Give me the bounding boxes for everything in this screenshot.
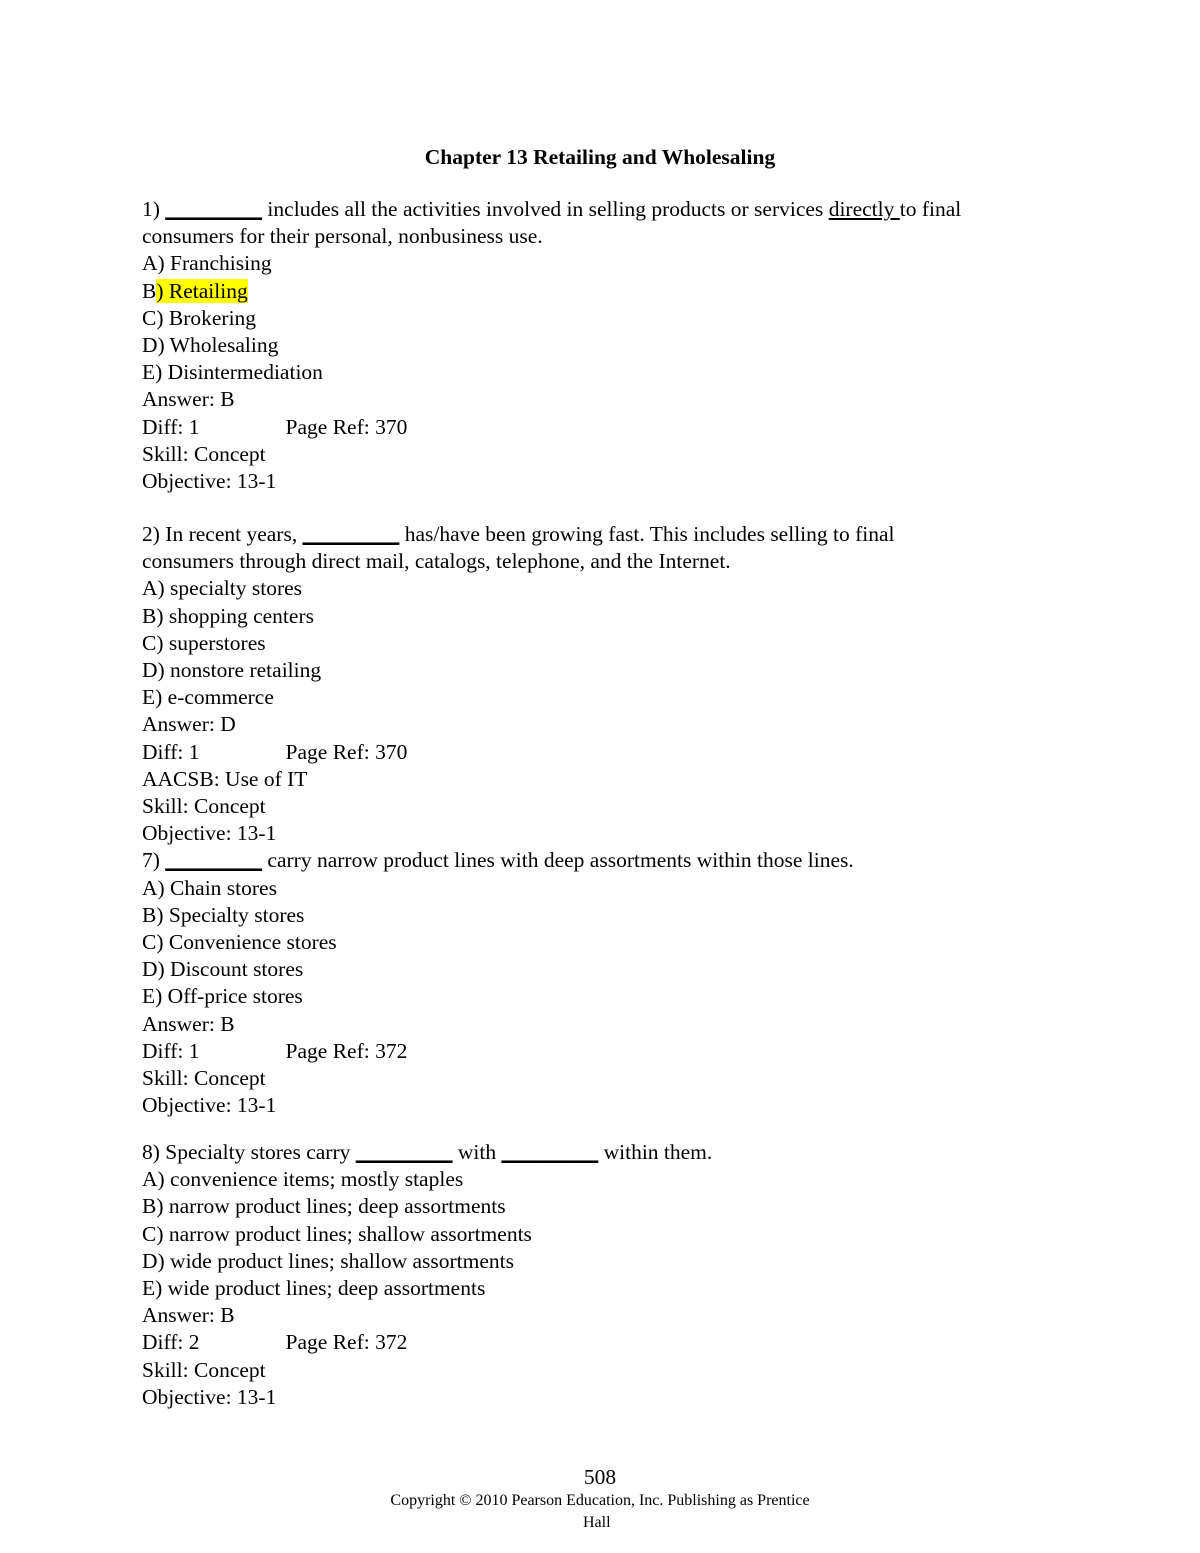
question-7-diff-row bbox=[142, 1038, 1042, 1065]
question-8-answer: Answer: B bbox=[142, 1303, 235, 1328]
question-8-skill: Skill: Concept bbox=[142, 1357, 266, 1382]
question-2-option-c: C) superstores bbox=[142, 630, 266, 655]
question-2 bbox=[142, 521, 1042, 1119]
question-2-stem-part-a: has/have been growing fast. This includes selling to final bbox=[399, 522, 895, 546]
question-8 bbox=[142, 1139, 1042, 1411]
question-2-stem-line-2: consumers through direct mail, catalogs, telephone, and the Internet. bbox=[142, 549, 731, 574]
question-8-diff: Diff: 2 bbox=[142, 1330, 200, 1355]
question-7-option-a: A) Chain stores bbox=[142, 875, 277, 900]
question-2-option-b: B) shopping centers bbox=[142, 603, 314, 628]
question-1-option-d: D) Wholesaling bbox=[142, 333, 279, 358]
chapter-title: Chapter 13 Retailing and Wholesaling bbox=[424, 145, 776, 169]
question-7-number: 7) bbox=[142, 848, 160, 873]
page-number: 508 bbox=[583, 1465, 617, 1489]
question-1-objective: Objective: 13-1 bbox=[142, 469, 277, 494]
question-2-diff-row bbox=[142, 739, 1042, 766]
question-1-option-b-highlighted: ) Retailing bbox=[156, 278, 248, 303]
question-8-middle: with bbox=[452, 1140, 502, 1164]
question-7-page-ref: Page Ref: 372 bbox=[285, 1038, 408, 1063]
question-2-objective: Objective: 13-1 bbox=[142, 821, 277, 846]
question-1-option-c: C) Brokering bbox=[142, 305, 257, 330]
question-7-option-b: B) Specialty stores bbox=[142, 902, 305, 927]
question-2-skill: Skill: Concept bbox=[142, 794, 266, 819]
question-8-option-e: E) wide product lines; deep assortments bbox=[142, 1276, 486, 1301]
question-8-option-c: C) narrow product lines; shallow assortments bbox=[142, 1221, 532, 1246]
question-8-prefix: 8) Specialty stores carry bbox=[142, 1140, 356, 1164]
question-1-diff: Diff: 1 bbox=[142, 414, 200, 439]
question-1-answer: Answer: B bbox=[142, 387, 235, 412]
question-1 bbox=[142, 196, 1042, 495]
question-1-option-b bbox=[142, 278, 1042, 305]
copyright-notice: Copyright © 2010 Pearson Education, Inc. Publishing as Prentice bbox=[390, 1492, 810, 1509]
question-7-objective: Objective: 13-1 bbox=[142, 1093, 277, 1118]
question-1-number: 1) bbox=[142, 197, 160, 221]
question-7-blank: _________ bbox=[165, 848, 263, 873]
question-7-option-d: D) Discount stores bbox=[142, 957, 304, 982]
question-1-page-ref: Page Ref: 370 bbox=[285, 414, 408, 439]
question-8-page-ref: Page Ref: 372 bbox=[285, 1330, 408, 1355]
question-8-suffix: within them. bbox=[598, 1140, 713, 1164]
question-8-stem bbox=[142, 1139, 1042, 1166]
question-8-option-b: B) narrow product lines; deep assortments bbox=[142, 1194, 506, 1219]
question-2-option-d: D) nonstore retailing bbox=[142, 658, 322, 683]
question-8-blank-1: _________ bbox=[355, 1140, 453, 1164]
question-1-diff-row bbox=[142, 414, 1042, 441]
question-1-stem-line-2: consumers for their personal, nonbusiness use. bbox=[142, 224, 543, 249]
question-7-option-e: E) Off-price stores bbox=[142, 984, 303, 1009]
question-2-prefix: 2) In recent years, bbox=[142, 522, 303, 546]
question-2-diff: Diff: 1 bbox=[142, 739, 200, 764]
question-2-stem bbox=[142, 521, 1042, 548]
question-2-aacsb: AACSB: Use of IT bbox=[142, 766, 308, 791]
question-1-stem-underlined: directly bbox=[828, 197, 900, 221]
question-8-diff-row bbox=[142, 1329, 1042, 1356]
question-2-answer: Answer: D bbox=[142, 712, 236, 737]
question-1-blank: _________ bbox=[165, 197, 263, 221]
question-7-skill: Skill: Concept bbox=[142, 1066, 266, 1091]
question-1-option-e: E) Disintermediation bbox=[142, 360, 323, 385]
question-8-option-d: D) wide product lines; shallow assortments bbox=[142, 1248, 515, 1273]
question-1-stem-part-b: to final bbox=[899, 197, 962, 221]
question-2-option-a: A) specialty stores bbox=[142, 576, 303, 601]
question-2-option-e: E) e-commerce bbox=[142, 685, 274, 710]
question-1-stem-part-a: includes all the activities involved in selling products or services bbox=[262, 197, 829, 221]
question-2-page-ref: Page Ref: 370 bbox=[285, 739, 408, 764]
question-1-skill: Skill: Concept bbox=[142, 441, 266, 466]
question-2-blank: _________ bbox=[302, 522, 400, 546]
copyright-notice-cut-line: Hall bbox=[583, 1514, 611, 1531]
question-8-blank-2: _________ bbox=[501, 1140, 599, 1164]
question-1-option-b-prefix: B bbox=[142, 278, 157, 303]
question-7-option-c: C) Convenience stores bbox=[142, 930, 337, 955]
question-7-stem bbox=[142, 847, 1042, 874]
question-7-diff: Diff: 1 bbox=[142, 1038, 200, 1063]
question-8-objective: Objective: 13-1 bbox=[142, 1384, 277, 1409]
question-7-answer: Answer: B bbox=[142, 1011, 235, 1036]
question-1-option-a: A) Franchising bbox=[142, 251, 272, 276]
question-8-option-a: A) convenience items; mostly staples bbox=[142, 1167, 464, 1192]
question-7-stem-part-a: carry narrow product lines with deep assortments within those lines. bbox=[262, 848, 854, 873]
question-1-stem bbox=[142, 196, 1042, 223]
